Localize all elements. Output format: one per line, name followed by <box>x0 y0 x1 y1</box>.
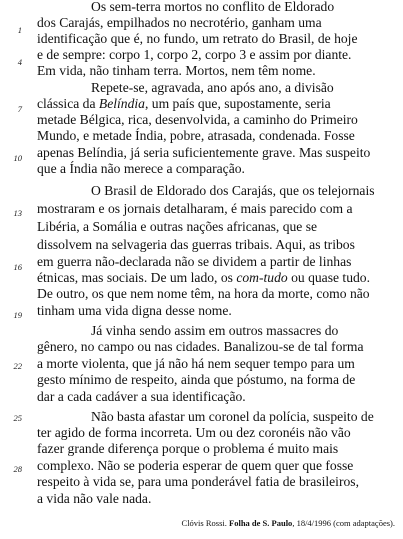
source-details: , 18/4/1996 (com adaptações). <box>292 518 395 528</box>
text-line: em guerra não-declarada não se dividem a partir de linhas <box>37 254 352 269</box>
line-number: 16 <box>13 262 22 272</box>
text-line: Já vinha sendo assim em outros massacres do <box>91 323 339 338</box>
text-line: dos Carajás, empilhados no necrotério, ganham uma <box>37 15 322 30</box>
line-number: 25 <box>13 413 22 423</box>
line-number: 28 <box>13 464 22 474</box>
text-line: De outro, os que nem nome têm, na hora da morte, como não <box>37 286 370 301</box>
text-line: Libéria, a Somália e outras nações africanas, que se <box>37 219 318 234</box>
text-line: Mundo, e metade Índia, pobre, atrasada, condenada. Fosse <box>37 128 355 143</box>
source-publication: Folha de S. Paulo <box>229 518 293 528</box>
text-line: gênero, no campo ou nas cidades. Banalizou-se de tal forma <box>37 339 364 354</box>
line-number: 22 <box>13 361 22 371</box>
line-number: 10 <box>13 153 22 163</box>
text-line: ter agido de forma incorreta. Um ou dez coronéis não vão <box>37 425 351 440</box>
text-line: respeito à vida se, para uma ponderável fatia de brasileiros, <box>37 474 359 489</box>
text-line: a vida não vale nada. <box>37 491 152 506</box>
text-line: Repete-se, agravada, ano após ano, a divisão <box>91 80 334 95</box>
line-number: 4 <box>17 57 22 67</box>
text-line: gesto mínimo de respeito, ainda que póstumo, na forma de <box>37 372 356 387</box>
text-line: tinham uma vida digna desse nome. <box>37 303 232 318</box>
text-line: a morte violenta, que já não há nem sequer tempo para um <box>37 356 355 371</box>
text-line: que a Índia não merece a comparação. <box>37 161 245 176</box>
line-number: 1 <box>17 25 22 35</box>
line-number: 13 <box>13 208 22 218</box>
text-line: fazer grande diferença porque o problema é muito mais <box>37 441 339 456</box>
line-number: 7 <box>17 104 22 114</box>
text-line: O Brasil de Eldorado dos Carajás, que os telejornais <box>91 183 375 198</box>
text-line: identificação que é, no fundo, um retrato do Brasil, de hoje <box>37 31 358 46</box>
text-line: étnicas, mas sociais. De um lado, os com-tudo ou quase tudo. <box>37 270 370 285</box>
source-author: Clóvis Rossi. <box>181 518 230 528</box>
text-line: Em vida, não tinham terra. Mortos, nem têm nome. <box>37 63 316 78</box>
text-line: e de sempre: corpo 1, corpo 2, corpo 3 e assim por diante. <box>37 47 352 62</box>
text-line: dar a cada cadáver a sua identificação. <box>37 389 246 404</box>
text-line: complexo. Não se poderia esperar de quem quer que fosse <box>37 458 354 473</box>
text-line: dissolvem na selvageria das guerras tribais. Aqui, as tribos <box>37 237 355 252</box>
source-citation <box>182 516 395 530</box>
text-line: metade Bélgica, rica, desenvolvida, a caminho do Primeiro <box>37 112 358 127</box>
text-line: apenas Belíndia, já seria suficientemente grave. Mas suspeito <box>37 145 371 160</box>
text-line: mostraram e os jornais detalharam, é mais parecido com a <box>37 201 353 216</box>
text-line: Não basta afastar um coronel da polícia, suspeito de <box>91 409 374 424</box>
line-number: 19 <box>13 310 22 320</box>
text-line: Os sem-terra mortos no conflito de Eldorado <box>91 0 335 14</box>
text-line: clássica da Belíndia, um país que, supostamente, seria <box>37 96 331 111</box>
